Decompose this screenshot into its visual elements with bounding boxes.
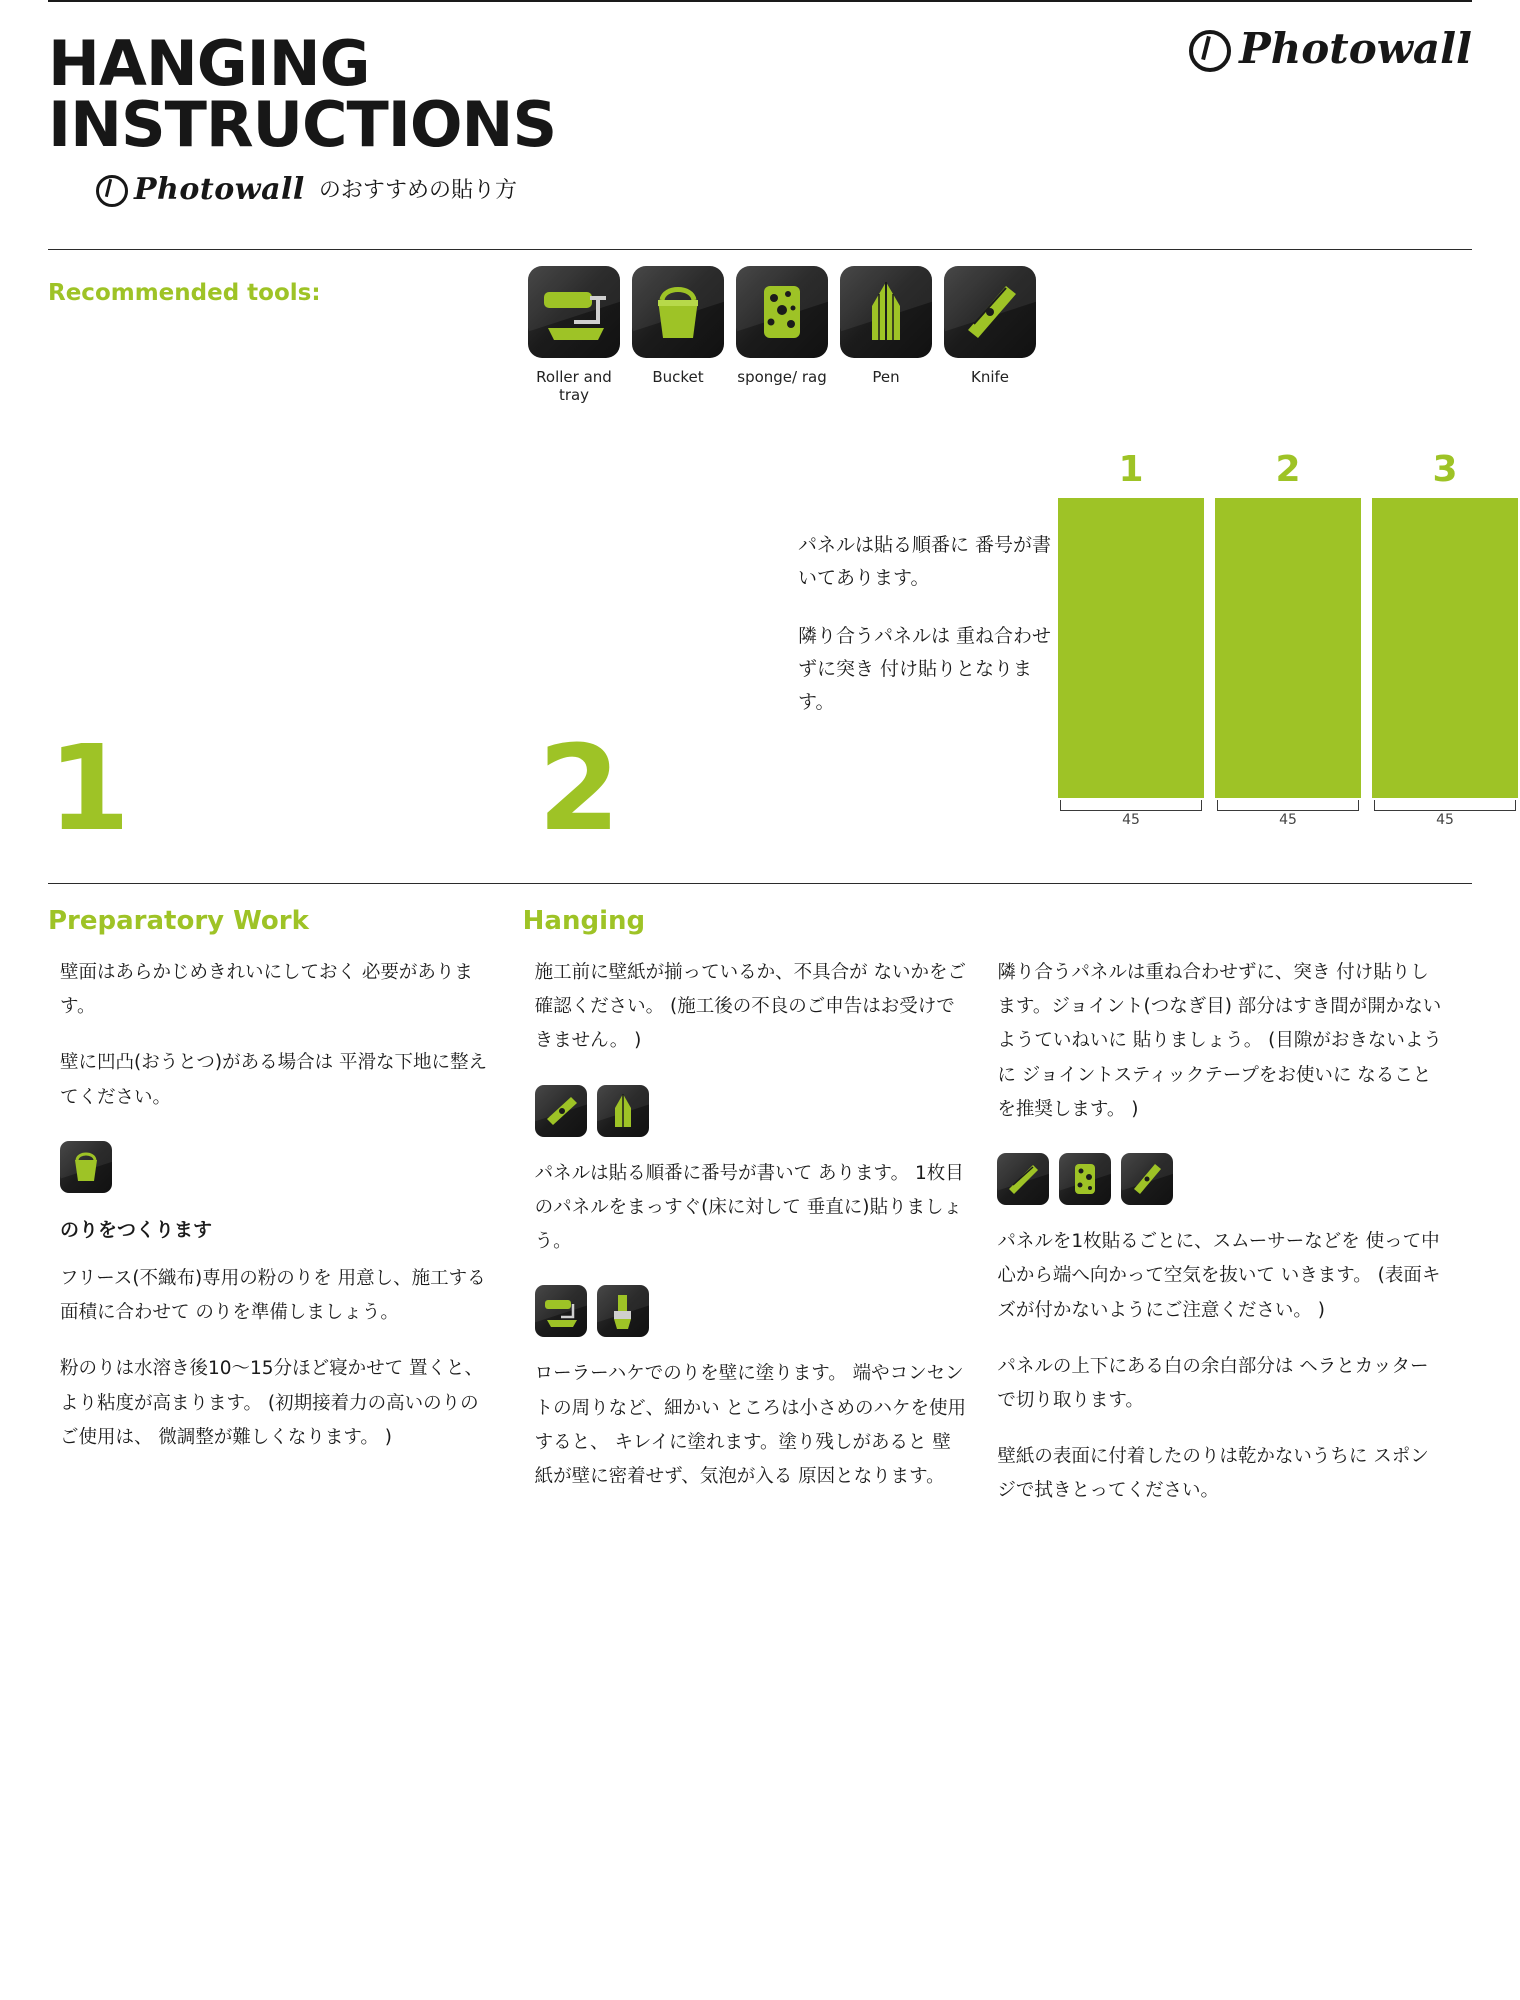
step-number-1 — [48, 719, 478, 857]
subtitle-jp: のおすすめの貼り方 — [318, 177, 518, 203]
dimension-label: 45 — [1279, 812, 1297, 828]
panel-number: 3 — [1432, 449, 1458, 490]
panel-block — [1215, 498, 1361, 798]
panel-block — [1058, 498, 1204, 798]
joining-paragraph-4: 壁紙の表面に付着したのりは乾かないうちに スポンジで拭きとってください。 — [997, 1446, 1429, 1502]
column-preparatory-work — [48, 890, 523, 1531]
tool-caption: Knife — [970, 367, 1010, 386]
tool-item — [632, 266, 724, 406]
step-1-numeral: 1 — [48, 719, 131, 857]
header — [48, 2, 1472, 207]
paint-roller-icon — [535, 1285, 587, 1337]
joining-paragraph-1: 隣り合うパネルは重ね合わせずに、突き 付け貼りします。ジョイント(つなぎ目) 部分はすき間が開かないようていねいに 貼りましょう。 (目隙がおきないように ジョイントスティックテープをお使いに なることを推奨します。 ) — [997, 962, 1442, 1120]
panel-blocks — [1058, 498, 1518, 798]
photowall-logo-mark — [1189, 30, 1231, 72]
panel-note-2: 隣り合うパネルは 重ね合わせずに突き 付け貼りとなります。 — [798, 624, 1052, 713]
knife-icon — [944, 266, 1036, 358]
dimension-label: 45 — [1122, 812, 1140, 828]
hanging-icon-row-1 — [535, 1085, 968, 1137]
dimension-label: 45 — [1436, 812, 1454, 828]
sponge-icon — [736, 266, 828, 358]
page-title-line2: INSTRUCTIONS — [48, 87, 557, 161]
tool-item — [840, 266, 932, 406]
hanging-icon-row-2 — [535, 1285, 968, 1337]
bucket-icon — [60, 1141, 112, 1193]
level-icon — [535, 1085, 587, 1137]
tool-item — [736, 266, 828, 406]
panel-dimension — [1058, 800, 1204, 828]
photowall-brand-inline — [96, 172, 305, 207]
dimension-brace-icon — [1374, 800, 1516, 811]
joining-paragraph-2: パネルを1枚貼るごとに、スムーサーなどを 使って中心から端へ向かって空気を抜いて いきます。 (表面キズが付かないようにご注意ください。 ) — [997, 1231, 1441, 1321]
panel-number: 1 — [1118, 449, 1144, 490]
column-hanging — [523, 890, 998, 1531]
panel-dimensions — [1058, 800, 1518, 828]
hanging-paragraph-2: パネルは貼る順番に番号が書いて あります。 1枚目のパネルをまっすぐ(床に対して 垂直に)貼りましょう。 — [534, 1162, 964, 1253]
dimension-brace-icon — [1217, 800, 1359, 811]
tool-caption: Roller and tray — [536, 367, 612, 405]
page-title-line1: HANGING — [48, 27, 370, 100]
panel-number: 2 — [1275, 449, 1301, 490]
step-2-numeral: 2 — [538, 719, 621, 857]
column-3-heading-spacer — [997, 906, 1442, 936]
tool-caption: sponge/ rag — [737, 367, 827, 386]
tool-item — [944, 266, 1036, 406]
prep-paragraph-2: 壁に凹凸(おうとつ)がある場合は 平滑な下地に整えてください。 — [60, 1052, 487, 1108]
photowall-logo-text: Photowall — [1239, 24, 1472, 73]
panel-numbers — [1058, 449, 1518, 490]
tool-list — [528, 266, 1036, 406]
tool-item — [528, 266, 620, 406]
hanging-paragraph-1: 施工前に壁紙が揃っているか、不具合が ないかをご確認ください。 (施工後の不良のご申告はお受けできません。 ) — [534, 962, 967, 1052]
prep-paragraph-3: フリース(不織布)専用の粉のりを 用意し、施工する面積に合わせて のりを準備しましょう。 — [60, 1268, 486, 1324]
joining-icon-row — [997, 1153, 1442, 1205]
photowall-logo — [1189, 24, 1472, 73]
joining-paragraph-3: パネルの上下にある白の余白部分は ヘラとカッターで切り取ります。 — [997, 1355, 1429, 1411]
recommended-tools-label: Recommended tools: — [48, 279, 321, 306]
photowall-inline-mark — [96, 175, 128, 207]
tool-caption: Bucket — [652, 367, 704, 386]
panel-note-1: パネルは貼る順番に 番号が書いてあります。 — [798, 534, 1052, 590]
panel-block — [1372, 498, 1518, 798]
smoother-icon — [997, 1153, 1049, 1205]
instruction-columns — [48, 890, 1472, 1531]
subtitle — [96, 172, 1472, 207]
prep-icon-row — [60, 1141, 493, 1193]
knife-icon — [1121, 1153, 1173, 1205]
dimension-brace-icon — [1060, 800, 1202, 811]
panel-dimension — [1215, 800, 1361, 828]
hanging-paragraph-3: ローラーハケでのりを壁に塗ります。 端やコンセントの周りなど、細かい ところは小さめのハケを使用すると、 キレイに塗れます。塗り残しがあると 壁紙が壁に密着せず、気泡が入る 原因となります。 — [534, 1363, 967, 1487]
steps-and-panels — [48, 449, 1472, 879]
paint-roller-icon — [528, 266, 620, 358]
column-joining — [997, 890, 1472, 1531]
prep-paragraph-1: 壁面はあらかじめきれいにしておく 必要があります。 — [60, 962, 473, 1018]
prep-subheading: のりをつくります — [60, 1218, 213, 1241]
panel-diagram-notes — [798, 529, 1068, 743]
bucket-icon — [632, 266, 724, 358]
panel-diagram — [1058, 449, 1518, 828]
pencil-icon — [597, 1085, 649, 1137]
column-2-heading: Hanging — [522, 906, 646, 936]
columns-divider — [48, 883, 1472, 884]
pencil-icon — [840, 266, 932, 358]
photowall-inline-text: Photowall — [134, 171, 305, 207]
prep-paragraph-4: 粉のりは水溶き後10〜15分ほど寝かせて 置くと、より粘度が高まります。 (初期接着力の高いのりのご使用は、 微調整が難しくなります。 ) — [60, 1358, 483, 1448]
recommended-tools-section — [48, 249, 1472, 406]
sponge-icon — [1059, 1153, 1111, 1205]
brush-icon — [597, 1285, 649, 1337]
panel-dimension — [1372, 800, 1518, 828]
tool-caption: Pen — [872, 367, 900, 386]
column-1-heading: Preparatory Work — [48, 906, 309, 936]
step-number-2 — [538, 719, 718, 857]
